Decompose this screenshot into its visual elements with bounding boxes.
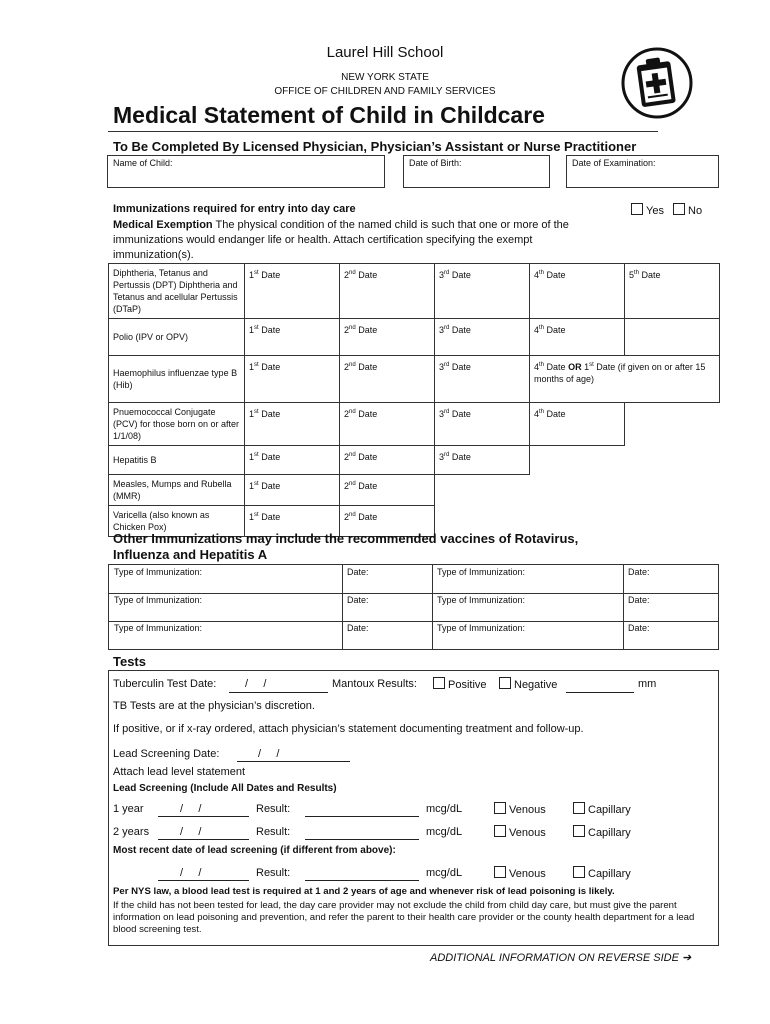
type-of-immunization-label[interactable]: Type of Immunization: [437,623,526,633]
office-label: OFFICE OF CHILDREN AND FAMILY SERVICES [274,86,496,97]
capillary-option[interactable]: Capillary [573,825,631,839]
dose-date-cell[interactable]: 4th Date [530,319,625,356]
type-of-immunization-label[interactable]: Type of Immunization: [437,595,526,605]
lead-date-slashes: / / [258,748,280,760]
dose-date-cell[interactable]: 4th Date [530,264,625,319]
date-slashes: / / [180,826,202,838]
tb-discretion: TB Tests are at the physician’s discretion. [113,700,315,712]
exemption-yes-no [631,203,702,217]
grid-line [109,621,718,622]
checkbox[interactable] [494,866,506,878]
tb-date-slashes: / / [245,678,267,690]
dose-date-cell[interactable]: 2nd Date [340,506,435,537]
two-years-result-input[interactable] [305,839,419,840]
table-row [109,475,720,506]
dose-date-cell[interactable]: 2nd Date [340,264,435,319]
capillary-option[interactable]: Capillary [573,802,631,816]
dose-date-cell[interactable]: 1st Date [245,264,340,319]
dose-date-cell[interactable]: 1st Date [245,475,340,506]
reverse-side-note: ADDITIONAL INFORMATION ON REVERSE SIDE ➔ [430,952,692,964]
table-row [109,356,720,403]
grid-line [109,593,718,594]
date-label[interactable]: Date: [628,595,650,605]
dose-date-cell[interactable]: 1st Date [245,506,340,537]
vaccine-name: Diphtheria, Tetanus and Pertussis (DPT) Diphtheria and Tetanus and acellular Pertussis (DTaP) [109,264,245,319]
date-label[interactable]: Date: [628,567,650,577]
child-name-label: Name of Child: [113,158,173,168]
lead-date-input[interactable] [237,761,350,762]
dose-date-cell[interactable]: 2nd Date [340,403,435,446]
type-of-immunization-label[interactable]: Type of Immunization: [114,567,203,577]
tb-positive-note: If positive, or if x-ray ordered, attach physician’s statement documenting treatment and follow-up. [113,723,584,735]
table-row [109,403,720,446]
exam-date-field[interactable] [566,155,719,188]
hib-fourth-dose-cell[interactable]: 4th Date OR 1st Date (if given on or after 15 months of age) [530,356,720,403]
nys-law-text: If the child has not been tested for lead, the day care provider may not exclude the child from child day care, but must give the parent information on lead poisoning and prevention, and refer the parent to their health care provider or the county health department for a lead blood screening test. [113,900,695,935]
dose-date-cell[interactable]: 2nd Date [340,446,435,475]
school-name: Laurel Hill School [326,44,444,61]
table-row [109,446,720,475]
exemption-body: The physical condition of the named child is such that one or more of the immunizations would endanger life or health. Attach certification specifying the exempt immunization(s). [113,219,569,261]
other-immunizations-grid [108,564,719,650]
one-year-result-input[interactable] [305,816,419,817]
vaccine-name: Hepatitis B [109,446,245,475]
dose-date-cell[interactable]: 5th Date [625,264,720,319]
page-title: Medical Statement of Child in Childcare [113,102,545,128]
result-label: Result: [256,803,291,815]
empty-cell [530,475,625,506]
empty-cell [625,446,720,475]
lead-heading: Lead Screening (Include All Dates and Results) [113,783,337,794]
dose-date-cell[interactable]: 1st Date [245,446,340,475]
subtitle: To Be Completed By Licensed Physician, Physician’s Assistant or Nurse Practitioner [113,139,637,154]
empty-cell [435,475,530,506]
no-label: No [688,205,703,217]
mantoux-negative[interactable]: Negative [499,677,557,691]
child-name-field[interactable] [107,155,385,188]
dose-date-cell[interactable]: 3rd Date [435,319,530,356]
dose-date-cell[interactable]: 3rd Date [435,264,530,319]
two-years-label: 2 years [113,826,150,838]
dob-label: Date of Birth: [409,158,462,168]
date-label[interactable]: Date: [347,567,369,577]
dose-date-cell[interactable]: 1st Date [245,403,340,446]
medical-exemption-text [113,218,608,263]
dob-field[interactable] [403,155,550,188]
checkbox[interactable] [573,825,585,837]
exemption-label: Medical Exemption [113,219,213,231]
no-checkbox[interactable] [673,203,685,215]
venous-option[interactable]: Venous [494,866,546,880]
mantoux-mm-input[interactable] [566,692,634,693]
most-recent-heading: Most recent date of lead screening (if different from above): [113,845,396,856]
tb-date-input[interactable] [229,692,328,693]
vaccine-name: Varicella (also known as Chicken Pox) [109,506,245,537]
venous-option[interactable]: Venous [494,802,546,816]
dose-date-cell[interactable]: 1st Date [245,319,340,356]
checkbox[interactable] [494,802,506,814]
one-year-date-input[interactable] [158,816,249,817]
recent-date-input[interactable] [158,880,249,881]
nys-law: Per NYS law, a blood lead test is required at 1 and 2 years of age and whenever risk of lead poisoning is likely. [113,886,615,897]
dose-date-cell[interactable]: 3rd Date [435,403,530,446]
other-immunizations-heading: Other Immunizations may include the recommended vaccines of Rotavirus, Influenza and Hepatitis A [113,531,579,562]
state-label: NEW YORK STATE [341,72,429,83]
checkbox[interactable] [573,802,585,814]
vaccine-name: Haemophilus influenzae type B (Hib) [109,356,245,403]
mantoux-label: Mantoux Results: [332,678,417,690]
grid-line [623,565,624,649]
tb-date-label: Tuberculin Test Date: [113,678,217,690]
date-slashes: / / [180,803,202,815]
dose-date-cell[interactable]: 2nd Date [340,319,435,356]
dose-date-cell[interactable]: 2nd Date [340,356,435,403]
date-label[interactable]: Date: [347,595,369,605]
exam-date-label: Date of Examination: [572,158,656,168]
venous-option[interactable]: Venous [494,825,546,839]
table-row [109,319,720,356]
vaccine-name: Pnuemococcal Conjugate (PCV) for those born on or after 1/1/08) [109,403,245,446]
dose-date-cell[interactable]: 1st Date [245,356,340,403]
attach-lead: Attach lead level statement [113,766,246,778]
empty-cell [625,506,720,537]
empty-cell [625,403,720,446]
result-label: Result: [256,867,291,879]
date-label[interactable]: Date: [347,623,369,633]
date-label[interactable]: Date: [628,623,650,633]
date-slashes: / / [180,867,202,879]
empty-cell [530,446,625,475]
vaccine-name: Polio (IPV or OPV) [109,319,245,356]
capillary-option[interactable]: Capillary [573,866,631,880]
grid-line [432,565,433,649]
unit-label: mcg/dL [426,826,463,838]
table-row [109,264,720,319]
mm-unit: mm [638,678,657,690]
checkbox[interactable] [494,825,506,837]
dose-date-cell[interactable]: 2nd Date [340,475,435,506]
tests-heading: Tests [113,654,146,669]
checkbox[interactable] [433,677,445,689]
recent-result-input[interactable] [305,880,419,881]
type-of-immunization-label[interactable]: Type of Immunization: [114,595,203,605]
clipboard-logo-icon [620,46,694,120]
mantoux-positive[interactable]: Positive [433,677,487,691]
type-of-immunization-label[interactable]: Type of Immunization: [114,623,203,633]
empty-cell [625,475,720,506]
two-years-date-input[interactable] [158,839,249,840]
type-of-immunization-label[interactable]: Type of Immunization: [437,567,526,577]
one-year-label: 1 year [113,803,144,815]
immunization-table [108,263,720,537]
title-rule [108,131,658,132]
immunizations-required: Immunizations required for entry into day care [113,203,356,215]
checkbox[interactable] [573,866,585,878]
yes-label: Yes [646,205,664,217]
dose-date-cell[interactable]: 3rd Date [435,446,530,475]
grid-line [342,565,343,649]
lead-date-label: Lead Screening Date: [113,748,220,760]
result-label: Result: [256,826,291,838]
yes-checkbox[interactable] [631,203,643,215]
unit-label: mcg/dL [426,867,463,879]
empty-cell [625,319,720,356]
checkbox[interactable] [499,677,511,689]
dose-date-cell[interactable]: 3rd Date [435,356,530,403]
unit-label: mcg/dL [426,803,463,815]
dose-date-cell[interactable]: 4th Date [530,403,625,446]
vaccine-name: Measles, Mumps and Rubella (MMR) [109,475,245,506]
